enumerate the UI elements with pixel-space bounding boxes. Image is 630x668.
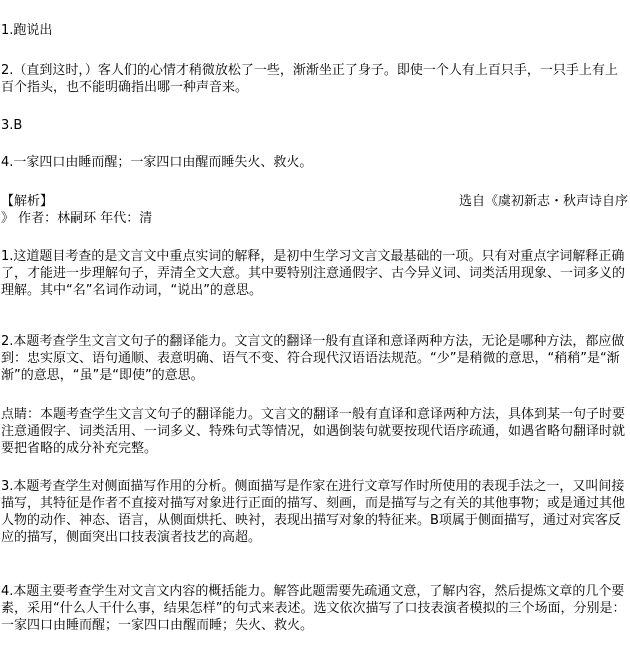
answer-3: 3.B xyxy=(1,118,23,133)
analysis-paragraph-3: 3.本题考查学生对侧面描写作用的分析。侧面描写是作家在进行文章写作时所使用的表现手法之一，又叫间接描写，其特征是作者不直接对描写对象进行正面的描写、刻画，而是描写与之有关的其他事物；或是通过其他人物的动作、神态、语言，从侧面烘托、映衬，表现出描写对象的特征来。B项属于侧面描写，通过对宾客反应的描写，侧面突出口技表演者技艺的高超。 xyxy=(1,479,626,545)
analysis-paragraph-2: 2.本题考查学生文言文句子的翻译能力。文言文的翻译一般有直译和意译两种方法，无论是哪种方法，都应做到：忠实原文、语句通顺、表意明确、语气不变、符合现代汉语语法规范。“少”是稍微的意思，“稍稍”是“渐渐”的意思，“虽”是“即使”的意思。 xyxy=(1,334,625,383)
author-line: 》 作者：林嗣环 年代：清 xyxy=(1,211,153,226)
answer-1: 1.跑说出 xyxy=(1,23,53,38)
analysis-label: 【解析】 xyxy=(1,194,54,209)
analysis-paragraph-4: 4.本题主要考查学生对文言文内容的概括能力。解答此题需要先疏通文意，了解内容，然后提炼文章的几个要素，采用“什么人干什么事，结果怎样”的句式来表述。选文依次描写了口技表演者模拟的三个场面，分别是：一家四口由睡而醒；一家四口由醒而睡；失火、救火。 xyxy=(1,584,626,633)
analysis-note: 点睛：本题考查学生文言文句子的翻译能力。文言文的翻译一般有直译和意译两种方法，具体到某一句子时要注意通假字、词类活用、一词多义、特殊句式等情况，如遇倒装句就要按现代语序疏通，如遇省略句翻译时就要把省略的成分补充完整。 xyxy=(1,407,626,456)
answer-4: 4.一家四口由睡而醒；一家四口由醒而睡失火、救火。 xyxy=(1,155,313,170)
analysis-paragraph-1: 1.这道题目考查的是文言文中重点实词的解释，是初中生学习文言文最基础的一项。只有对重点字词解释正确了，才能进一步理解句子，弄清全文大意。其中要特别注意通假字、古今异义词、词类活用现象、一词多义的理解。其中“名”名词作动词，“说出”的意思。 xyxy=(1,249,626,298)
answer-2: 2.（直到这时，）客人们的心情才稍微放松了一些，渐渐坐正了身子。即使一个人有上百只手，一只手上有上百个指头，也不能明确指出哪一种声音来。 xyxy=(1,63,618,95)
source-title: 选自《虞初新志・秋声诗自序 xyxy=(458,194,628,209)
